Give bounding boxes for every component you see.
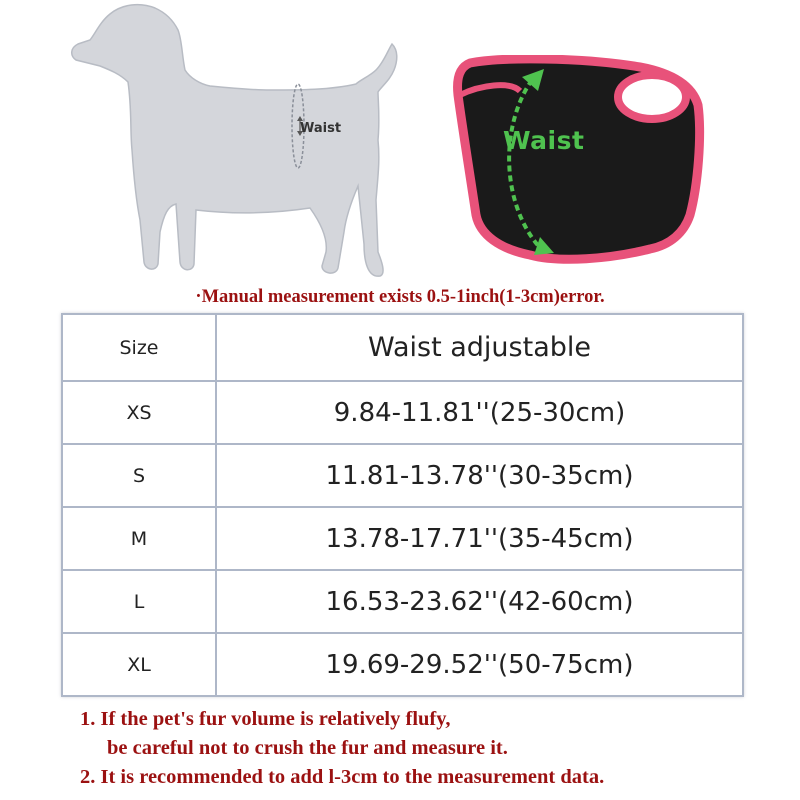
size-chart-table [61,313,744,697]
waist-cell: 19.69-29.52''(50-75cm) [216,633,743,696]
waist-cell: 16.53-23.62''(42-60cm) [216,570,743,633]
waist-cell: 11.81-13.78''(30-35cm) [216,444,743,507]
table-row [62,381,743,444]
header-size: Size [62,314,216,381]
table-header-row [62,314,743,381]
waist-cell: 13.78-17.71''(35-45cm) [216,507,743,570]
dog-silhouette-image [60,0,400,290]
size-cell: XL [62,633,216,696]
header-waist: Waist adjustable [216,314,743,381]
illustration-area [0,0,800,290]
size-cell: M [62,507,216,570]
note-line-2: be careful not to crush the fur and measure it. [107,737,508,759]
size-cell: S [62,444,216,507]
measurement-error-note: ·Manual measurement exists 0.5-1inch(1-3cm)error. [195,287,605,307]
table-row [62,633,743,696]
dog-waist-label: Waist [300,121,342,136]
table-row [62,570,743,633]
size-cell: XS [62,381,216,444]
garment-waist-label: Waist [503,126,585,155]
dog-diaper-garment-image [440,55,705,270]
table-row [62,507,743,570]
note-line-1: 1. If the pet's fur volume is relatively flufy, [80,708,451,730]
size-cell: L [62,570,216,633]
table-row [62,444,743,507]
waist-cell: 9.84-11.81''(25-30cm) [216,381,743,444]
note-line-3: 2. It is recommended to add l-3cm to the measurement data. [80,766,605,788]
care-notes [80,705,604,792]
